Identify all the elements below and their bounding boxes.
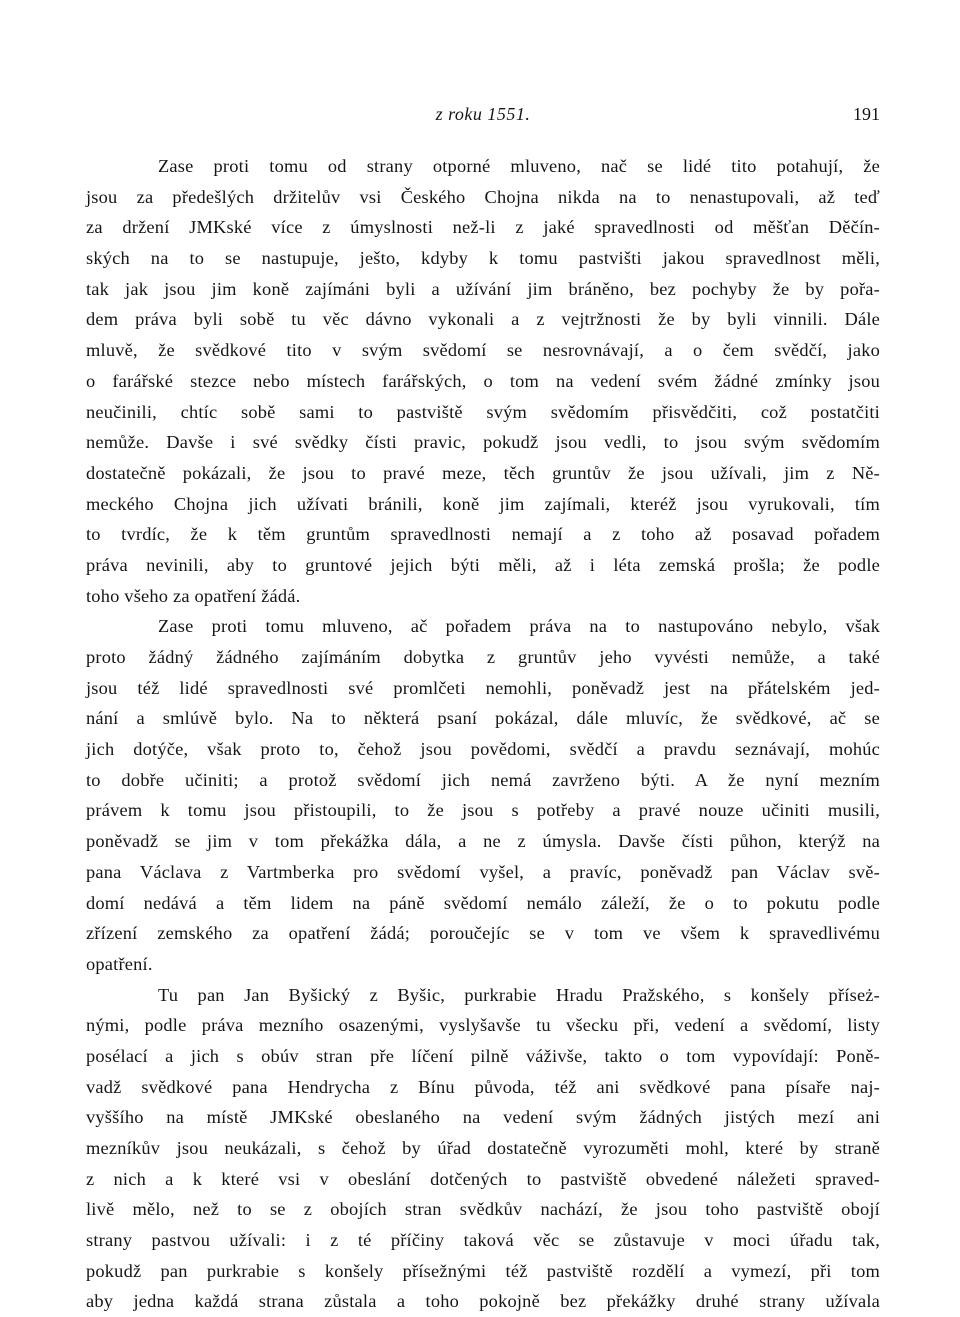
text-line: opatření. (86, 953, 153, 974)
text-line: poněvadž se jim v tom překážka dála, a ne z úmysla. Davše čísti půhon, kterýž na (86, 831, 880, 852)
text-line: nými, podle práva mezního osazenými, vyslyšavše tu všecku při, vedení a svědomí, listy (86, 1015, 880, 1036)
text-line: posélací a jich s obúv stran pře líčení pilně váživše, takto o tom vypovídají: Poně- (86, 1045, 880, 1066)
text-line: domí nedává a těm lidem na páně svědomí nemálo záleží, že o to pokutu podle (86, 892, 880, 913)
text-line: dostatečně pokázali, že jsou to pravé meze, těch gruntův že jsou užívali, jim z Ně- (86, 462, 880, 483)
page-number: 191 (853, 104, 880, 124)
text-line: pana Václava z Vartmberka pro svědomí vyšel, a pravíc, poněvadž pan Václav svě- (86, 861, 880, 882)
text-line: aby jedna každá strana zůstala a toho pokojně bez překážky druhé strany užívala (86, 1291, 880, 1312)
text-line: nemůže. Davše i své svědky čísti praviс, pokudž jsou vedli, to jsou svým svědomím (86, 432, 880, 453)
text-line: meckého Chojna jich užívati bránili, koně jim zajímali, kteréž jsou vyrukovali, tím (86, 493, 880, 514)
text-line: zřízení zemského za opatření žádá; poroučejíc se v tom ve všem k spravedlivému (86, 923, 880, 944)
text-line: Zase proti tomu mluveno, ač pořadem práva na to nastupováno nebylo, však (158, 616, 880, 637)
text-line: to dobře učiniti; a protož svědomí jich nemá zavrženo býti. A že nyní mezním (86, 769, 880, 790)
text-line: Tu pan Jan Byšický z Byšic, purkrabie Hradu Pražského, s konšely příseż- (158, 984, 880, 1005)
text-line: pokudž pan purkrabie s konšely přísežnými též pastviště rozdělí a vymezí, při tom (86, 1260, 880, 1281)
text-line: toho všeho za opatření žádá. (86, 585, 301, 606)
text-line: proto žádný žádného zajímáním dobytka z gruntův jeho vyvésti nemůže, a také (86, 647, 880, 667)
text-line: strany pastvou užívali: i z té příčiny taková věc se zůstavuje v moci úřadu tak, (86, 1230, 880, 1251)
text-line: tak jak jsou jim koně zajímáni byli a užívání jim bráněno, bez pochyby že by pořa- (86, 278, 880, 299)
text-line: o farářské stezce nebo místech farářských, o tom na vedení svém žádné zmínky jsou (86, 370, 880, 391)
text-line: mezníkův jsou neukázali, s čehož by úřad dostatečně vyrozuměti mohl, které by straně (86, 1138, 880, 1158)
text-line: z nich a k které vsi v obeslání dotčených to pastviště obvedené náležeti spraved- (86, 1168, 880, 1189)
body-text (86, 151, 880, 1317)
text-line: nání a smlúvě bylo. Na to některá psaní pokázal, dále mluvíc, že svědkové, ač se (86, 708, 880, 729)
text-line: vyššího na místě JMKské obeslaného na vedení svým žádných jistých mezí ani (86, 1107, 880, 1128)
text-line: za držení JMKské více z úmyslnosti než-li z jaké spravedlnosti od měšťan Děčín- (86, 217, 880, 238)
text-line: livě mělo, než to se z obojích stran svědkův nachází, že jsou toho pastviště obojí (86, 1199, 880, 1220)
text-line: dem práva byli sobě tu věc dávno vykonali a z vejtržnosti že by byli vinnili. Dále (86, 309, 880, 330)
text-line: jich dotýče, však proto to, čehož jsou povědomi, svědčí a pravdu seznávají, mohúc (86, 739, 880, 760)
text-line: to tvrdíc, že k těm gruntům spravedlnosti nemají a z toho až posavad pořadem (86, 524, 880, 545)
text-line: práva nevinili, aby to gruntové jejich býti měli, až i léta zemská prošla; že podle (86, 554, 880, 575)
text-line: právem k tomu jsou přistoupili, to že jsou s potřeby a pravé nouze učiniti musili, (86, 800, 880, 821)
running-head (86, 104, 880, 130)
text-line: jsou též lidé spravedlnosti své promlčeti nemohli, poněvadž jest na přátelském jed- (86, 677, 880, 698)
text-line: vadž svědkové pana Hendrycha z Bínu původa, též ani svědkové pana písaře naj- (86, 1076, 880, 1097)
text-line: jsou za předešlých držitelův vsi Českého Chojna nikda na to nenastupovali, až teď (86, 186, 880, 207)
text-line: Zase proti tomu od strany otporné mluveno, nač se lidé tito potahují, že (158, 156, 880, 176)
text-line: neučinili, chtíc sobě sami to pastviště svým svědomím přisvědčiti, což postatčiti (86, 401, 880, 422)
running-title: z roku 1551. (435, 104, 531, 124)
text-line: mluvě, že svědkové tito v svým svědomí se nesrovnávají, a o čem svědčí, jako (86, 340, 880, 361)
text-line: ských na to se nastupuje, ješto, kdyby k tomu pastvišti jakou spravedlnost měli, (86, 248, 880, 269)
